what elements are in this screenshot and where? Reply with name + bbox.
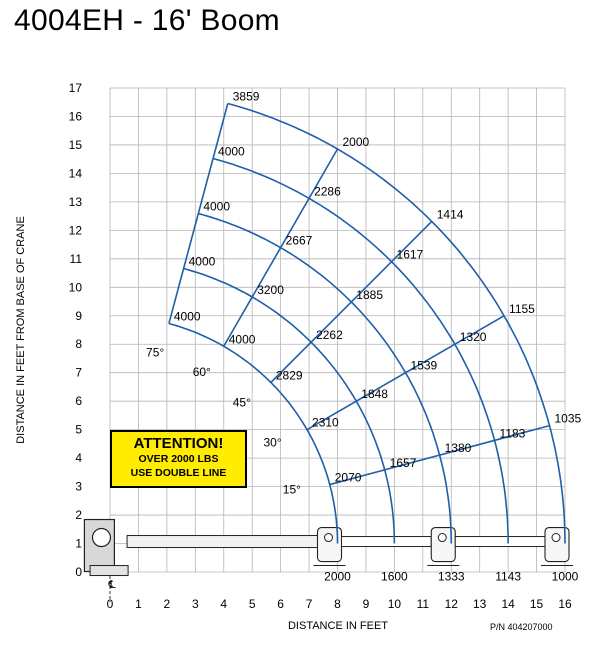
angle-label: 60°	[192, 364, 211, 379]
boom-sheave	[325, 534, 333, 542]
horizontal-capacity-label: 1000	[551, 569, 579, 584]
capacity-label: 2070	[334, 470, 362, 485]
x-tick-label: 5	[248, 597, 256, 611]
y-tick-label: 13	[68, 194, 82, 209]
capacity-label: 1617	[396, 247, 424, 262]
boom-sheave	[552, 534, 560, 542]
boom-arc	[228, 104, 565, 544]
x-tick-label: 13	[473, 597, 487, 611]
page-title: 4004EH - 16' Boom	[14, 4, 280, 37]
capacity-label: 2000	[342, 135, 370, 150]
angle-label: 75°	[146, 345, 165, 360]
capacity-label: 4000	[218, 144, 245, 159]
capacity-label: 1035	[554, 411, 582, 426]
y-tick-label: 5	[75, 422, 82, 437]
boom-arc	[213, 159, 508, 544]
y-tick-label: 7	[75, 365, 82, 380]
x-tick-label: 1	[135, 597, 142, 611]
centerline-label: ℄	[108, 578, 116, 591]
capacity-label: 3200	[257, 282, 284, 297]
y-tick-label: 9	[75, 308, 82, 323]
attention-line-1: OVER 2000 LBS	[138, 453, 219, 465]
x-tick-label: 9	[362, 597, 370, 611]
y-tick-label: 1	[75, 536, 82, 551]
boom-arc	[184, 269, 395, 544]
x-tick-label: 15	[529, 597, 544, 611]
capacity-label: 2286	[314, 184, 341, 199]
x-axis-label: DISTANCE IN FEET	[287, 620, 389, 632]
capacity-label: 2829	[275, 368, 303, 383]
y-tick-label: 0	[75, 565, 82, 579]
boom-section	[127, 536, 335, 548]
attention-heading: ATTENTION!	[133, 435, 224, 452]
boom-extension	[455, 537, 545, 547]
attention-line-2: USE DOUBLE LINE	[130, 467, 227, 479]
capacity-label: 4000	[228, 332, 256, 347]
y-axis-label: DISTANCE IN FEET FROM BASE OF CRANE	[15, 216, 27, 444]
angle-label: 45°	[232, 395, 251, 410]
capacity-label: 3859	[232, 89, 260, 104]
boom-arc	[198, 214, 451, 544]
x-tick-label: 7	[305, 597, 313, 611]
x-tick-label: 10	[387, 597, 402, 611]
x-tick-label: 14	[501, 597, 515, 611]
y-tick-label: 4	[75, 451, 82, 466]
capacity-label: 4000	[188, 254, 216, 269]
y-tick-label: 12	[68, 223, 82, 238]
x-tick-label: 16	[558, 597, 572, 611]
part-number: P/N 404207000	[490, 622, 553, 632]
y-tick-label: 3	[75, 479, 82, 494]
x-tick-label: 0	[106, 597, 114, 611]
x-tick-label: 8	[334, 597, 341, 611]
capacity-label: 1539	[410, 358, 438, 373]
capacity-label: 1848	[361, 387, 388, 402]
x-tick-label: 2	[163, 597, 171, 611]
attention-warning-box	[110, 430, 247, 488]
horizontal-capacity-label: 1600	[381, 569, 408, 584]
y-tick-label: 16	[68, 109, 82, 124]
capacity-label: 1183	[499, 426, 526, 441]
y-tick-label: 17	[68, 81, 82, 95]
x-tick-label: 4	[220, 597, 228, 611]
y-tick-label: 6	[75, 394, 82, 409]
capacity-label: 2310	[312, 415, 339, 430]
x-tick-label: 11	[416, 597, 430, 611]
x-tick-label: 3	[191, 597, 199, 611]
y-tick-label: 10	[68, 280, 82, 295]
y-tick-label: 8	[75, 337, 82, 352]
capacity-label: 1657	[389, 455, 417, 470]
capacity-label: 4000	[173, 309, 201, 324]
angle-label: 30°	[263, 435, 282, 450]
capacity-label: 1380	[444, 441, 472, 456]
horizontal-capacity-label: 1143	[495, 569, 522, 584]
capacity-label: 2667	[285, 233, 313, 248]
capacity-label: 4000	[203, 199, 231, 214]
boom-extension	[342, 537, 432, 547]
capacity-label: 1414	[436, 207, 464, 222]
y-tick-label: 11	[69, 251, 82, 266]
x-tick-label: 12	[444, 597, 458, 611]
crane-base	[90, 566, 128, 576]
y-tick-label: 15	[68, 137, 82, 152]
winch-drum	[92, 529, 110, 547]
capacity-label: 1885	[356, 287, 384, 302]
horizontal-capacity-label: 2000	[324, 569, 351, 584]
boom-sheave	[438, 534, 446, 542]
angle-label: 15°	[282, 482, 301, 497]
y-tick-label: 2	[75, 508, 82, 523]
horizontal-capacity-label: 1333	[437, 569, 465, 584]
capacity-label: 1155	[509, 301, 535, 316]
crane-illustration	[84, 520, 573, 576]
y-tick-label: 14	[68, 166, 82, 181]
x-tick-label: 6	[277, 597, 284, 611]
capacity-label: 1320	[459, 330, 487, 345]
capacity-label: 2262	[316, 328, 343, 343]
